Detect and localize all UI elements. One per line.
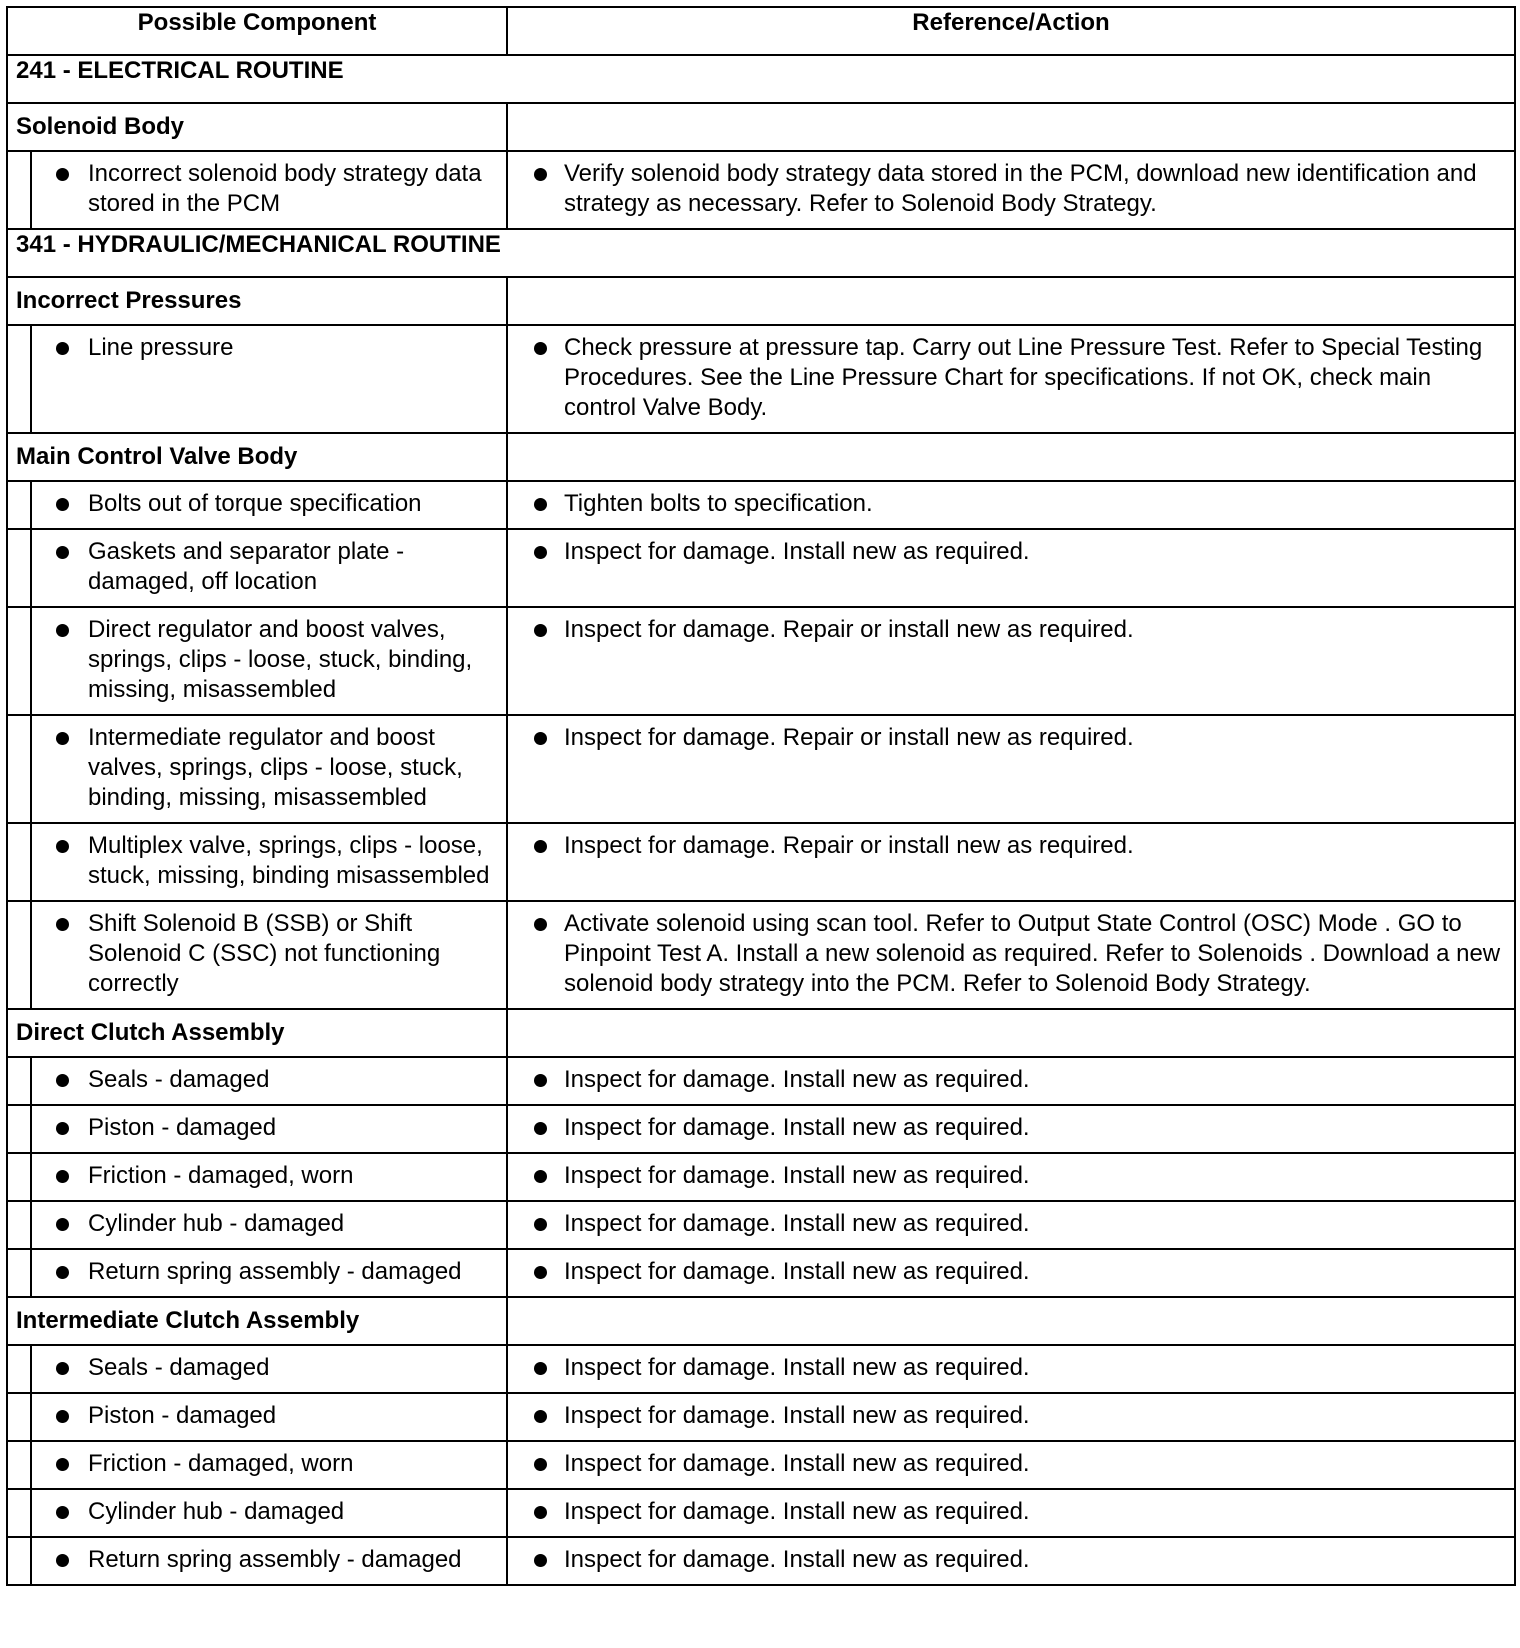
reference-cell — [507, 529, 1515, 607]
table-row — [7, 1201, 1515, 1249]
bullet-icon — [56, 1170, 69, 1183]
component-cell — [31, 151, 507, 229]
indent-cell — [7, 325, 31, 433]
bullet-icon — [56, 1506, 69, 1519]
component-cell — [31, 1201, 507, 1249]
bullet-icon — [56, 1266, 69, 1279]
bullet-icon — [56, 546, 69, 559]
component-cell — [31, 715, 507, 823]
component-text: Return spring assembly - damaged — [88, 1546, 462, 1573]
component-cell — [31, 1537, 507, 1585]
component-bullet-item — [32, 909, 496, 999]
action-bullet-item — [508, 1209, 1504, 1239]
reference-cell — [507, 607, 1515, 715]
action-text: Inspect for damage. Install new as required. — [564, 1546, 1030, 1573]
reference-cell — [507, 901, 1515, 1009]
table-row — [7, 715, 1515, 823]
action-bullet-item — [508, 1497, 1504, 1527]
table-row — [7, 1249, 1515, 1297]
table-row — [7, 1345, 1515, 1393]
component-text: Gaskets and separator plate - damaged, off location — [88, 538, 405, 595]
section-row — [7, 229, 1515, 277]
bullet-icon — [534, 1122, 547, 1135]
component-bullet-item — [32, 1353, 496, 1383]
action-bullet-item — [508, 1065, 1504, 1095]
indent-cell — [7, 481, 31, 529]
component-bullet-item — [32, 1209, 496, 1239]
bullet-icon — [534, 1506, 547, 1519]
header-possible-component: Possible Component — [7, 7, 507, 55]
reference-cell — [507, 1393, 1515, 1441]
bullet-icon — [534, 1170, 547, 1183]
action-bullet-item — [508, 1161, 1504, 1191]
bullet-icon — [56, 1074, 69, 1087]
bullet-icon — [534, 498, 547, 511]
component-bullet-item — [32, 159, 496, 219]
bullet-icon — [56, 1362, 69, 1375]
reference-cell — [507, 1201, 1515, 1249]
reference-cell — [507, 715, 1515, 823]
table-row — [7, 1393, 1515, 1441]
bullet-icon — [56, 732, 69, 745]
table-row — [7, 1441, 1515, 1489]
group-name: Main Control Valve Body — [7, 433, 507, 481]
action-bullet-item — [508, 159, 1504, 219]
group-reference-empty — [507, 1297, 1515, 1345]
component-text: Seals - damaged — [88, 1066, 270, 1093]
action-bullet-item — [508, 909, 1504, 999]
indent-cell — [7, 715, 31, 823]
reference-cell — [507, 1057, 1515, 1105]
group-reference-empty — [507, 277, 1515, 325]
action-text: Inspect for damage. Install new as required. — [564, 1114, 1030, 1141]
table-row — [7, 481, 1515, 529]
bullet-icon — [56, 840, 69, 853]
action-bullet-item — [508, 489, 1504, 519]
bullet-icon — [534, 342, 547, 355]
table-row — [7, 1057, 1515, 1105]
component-text: Friction - damaged, worn — [88, 1162, 354, 1189]
bullet-icon — [56, 1458, 69, 1471]
bullet-icon — [534, 1410, 547, 1423]
indent-cell — [7, 1537, 31, 1585]
component-bullet-item — [32, 1257, 496, 1287]
action-text: Inspect for damage. Install new as required. — [564, 1210, 1030, 1237]
component-bullet-item — [32, 1065, 496, 1095]
indent-cell — [7, 1201, 31, 1249]
bullet-icon — [56, 918, 69, 931]
bullet-icon — [534, 1218, 547, 1231]
table-row — [7, 1489, 1515, 1537]
reference-cell — [507, 1489, 1515, 1537]
component-cell — [31, 325, 507, 433]
indent-cell — [7, 901, 31, 1009]
action-text: Verify solenoid body strategy data stored in the PCM, download new identification and strategy as necessary. Refer to Solenoid Body Strategy. — [564, 160, 1477, 217]
action-bullet-item — [508, 615, 1504, 645]
indent-cell — [7, 529, 31, 607]
bullet-icon — [56, 1122, 69, 1135]
reference-cell — [507, 1249, 1515, 1297]
component-text: Intermediate regulator and boost valves, springs, clips - loose, stuck, binding, missing, misassembled — [88, 724, 463, 811]
component-cell — [31, 529, 507, 607]
component-cell — [31, 1105, 507, 1153]
action-text: Inspect for damage. Install new as required. — [564, 1162, 1030, 1189]
reference-cell — [507, 151, 1515, 229]
component-bullet-item — [32, 537, 496, 597]
bullet-icon — [56, 1554, 69, 1567]
component-cell — [31, 901, 507, 1009]
component-text: Cylinder hub - damaged — [88, 1498, 345, 1525]
indent-cell — [7, 1393, 31, 1441]
action-bullet-item — [508, 1353, 1504, 1383]
component-cell — [31, 1345, 507, 1393]
bullet-icon — [56, 624, 69, 637]
action-text: Inspect for damage. Install new as required. — [564, 1498, 1030, 1525]
bullet-icon — [534, 546, 547, 559]
component-text: Multiplex valve, springs, clips - loose, stuck, missing, binding misassembled — [88, 832, 490, 889]
group-reference-empty — [507, 103, 1515, 151]
component-text: Shift Solenoid B (SSB) or Shift Solenoid C (SSC) not functioning correctly — [88, 910, 441, 997]
reference-cell — [507, 325, 1515, 433]
table-body — [7, 55, 1515, 1585]
action-bullet-item — [508, 1257, 1504, 1287]
group-name: Solenoid Body — [7, 103, 507, 151]
table-row — [7, 529, 1515, 607]
action-bullet-item — [508, 537, 1504, 567]
section-title: 341 - HYDRAULIC/MECHANICAL ROUTINE — [7, 229, 1515, 277]
action-text: Inspect for damage. Install new as required. — [564, 1450, 1030, 1477]
table-row — [7, 151, 1515, 229]
section-row — [7, 55, 1515, 103]
action-text: Tighten bolts to specification. — [564, 490, 873, 517]
component-cell — [31, 1249, 507, 1297]
group-row-incorrect-pressures — [7, 277, 1515, 325]
header-row — [7, 7, 1515, 55]
table-row — [7, 1153, 1515, 1201]
indent-cell — [7, 151, 31, 229]
reference-cell — [507, 1441, 1515, 1489]
action-bullet-item — [508, 1401, 1504, 1431]
component-text: Incorrect solenoid body strategy data stored in the PCM — [88, 160, 482, 217]
bullet-icon — [534, 624, 547, 637]
reference-cell — [507, 1537, 1515, 1585]
bullet-icon — [534, 1458, 547, 1471]
reference-cell — [507, 1153, 1515, 1201]
component-bullet-item — [32, 489, 496, 519]
action-text: Check pressure at pressure tap. Carry out Line Pressure Test. Refer to Special Testing Procedures. See the Line Pressure Chart for specifications. If not OK, check main control Valve Body. — [564, 334, 1483, 421]
reference-cell — [507, 1345, 1515, 1393]
component-text: Piston - damaged — [88, 1114, 277, 1141]
action-bullet-item — [508, 723, 1504, 753]
action-bullet-item — [508, 831, 1504, 861]
section-title: 241 - ELECTRICAL ROUTINE — [7, 55, 1515, 103]
group-row-intermediate-clutch-assembly — [7, 1297, 1515, 1345]
indent-cell — [7, 607, 31, 715]
action-bullet-item — [508, 1113, 1504, 1143]
group-row-main-control-valve-body — [7, 433, 1515, 481]
component-text: Piston - damaged — [88, 1402, 277, 1429]
component-text: Cylinder hub - damaged — [88, 1210, 345, 1237]
bullet-icon — [56, 498, 69, 511]
action-text: Inspect for damage. Install new as required. — [564, 1066, 1030, 1093]
action-text: Inspect for damage. Repair or install new as required. — [564, 832, 1134, 859]
action-text: Activate solenoid using scan tool. Refer to Output State Control (OSC) Mode . GO to Pinpoint Test A. Install a new solenoid as required. Refer to Solenoids . Download a new solenoid body strategy into the PCM. Refer to Solenoid Body Strategy. — [564, 910, 1501, 997]
component-bullet-item — [32, 831, 496, 891]
bullet-icon — [534, 168, 547, 181]
reference-cell — [507, 481, 1515, 529]
indent-cell — [7, 1441, 31, 1489]
group-reference-empty — [507, 1009, 1515, 1057]
bullet-icon — [534, 1266, 547, 1279]
table-row — [7, 823, 1515, 901]
action-text: Inspect for damage. Install new as required. — [564, 538, 1030, 565]
indent-cell — [7, 1105, 31, 1153]
diagnostic-table — [6, 6, 1516, 1586]
bullet-icon — [534, 918, 547, 931]
component-text: Direct regulator and boost valves, springs, clips - loose, stuck, binding, missing, misassembled — [88, 616, 473, 703]
bullet-icon — [534, 732, 547, 745]
bullet-icon — [534, 1074, 547, 1087]
indent-cell — [7, 1489, 31, 1537]
component-text: Friction - damaged, worn — [88, 1450, 354, 1477]
bullet-icon — [534, 1554, 547, 1567]
action-bullet-item — [508, 1545, 1504, 1575]
action-text: Inspect for damage. Repair or install new as required. — [564, 724, 1134, 751]
component-bullet-item — [32, 1161, 496, 1191]
action-text: Inspect for damage. Install new as required. — [564, 1258, 1030, 1285]
component-cell — [31, 1153, 507, 1201]
component-cell — [31, 823, 507, 901]
group-name: Incorrect Pressures — [7, 277, 507, 325]
component-cell — [31, 1441, 507, 1489]
action-text: Inspect for damage. Install new as required. — [564, 1354, 1030, 1381]
action-bullet-item — [508, 333, 1504, 423]
group-row-direct-clutch-assembly — [7, 1009, 1515, 1057]
group-name: Direct Clutch Assembly — [7, 1009, 507, 1057]
component-text: Return spring assembly - damaged — [88, 1258, 462, 1285]
reference-cell — [507, 1105, 1515, 1153]
bullet-icon — [56, 342, 69, 355]
component-text: Seals - damaged — [88, 1354, 270, 1381]
component-cell — [31, 1393, 507, 1441]
component-bullet-item — [32, 1401, 496, 1431]
component-bullet-item — [32, 1449, 496, 1479]
action-text: Inspect for damage. Repair or install new as required. — [564, 616, 1134, 643]
bullet-icon — [56, 168, 69, 181]
component-cell — [31, 1057, 507, 1105]
indent-cell — [7, 823, 31, 901]
component-cell — [31, 1489, 507, 1537]
bullet-icon — [56, 1410, 69, 1423]
component-bullet-item — [32, 333, 496, 363]
table-row — [7, 901, 1515, 1009]
group-name: Intermediate Clutch Assembly — [7, 1297, 507, 1345]
bullet-icon — [534, 840, 547, 853]
table-row — [7, 325, 1515, 433]
component-text: Line pressure — [88, 334, 234, 361]
indent-cell — [7, 1345, 31, 1393]
component-bullet-item — [32, 615, 496, 705]
indent-cell — [7, 1057, 31, 1105]
component-cell — [31, 607, 507, 715]
component-cell — [31, 481, 507, 529]
header-reference-action: Reference/Action — [507, 7, 1515, 55]
table-row — [7, 607, 1515, 715]
component-bullet-item — [32, 1497, 496, 1527]
component-text: Bolts out of torque specification — [88, 490, 422, 517]
action-text: Inspect for damage. Install new as required. — [564, 1402, 1030, 1429]
action-bullet-item — [508, 1449, 1504, 1479]
group-reference-empty — [507, 433, 1515, 481]
bullet-icon — [56, 1218, 69, 1231]
component-bullet-item — [32, 1113, 496, 1143]
bullet-icon — [534, 1362, 547, 1375]
indent-cell — [7, 1153, 31, 1201]
table-row — [7, 1537, 1515, 1585]
component-bullet-item — [32, 723, 496, 813]
indent-cell — [7, 1249, 31, 1297]
reference-cell — [507, 823, 1515, 901]
group-row-solenoid-body — [7, 103, 1515, 151]
table-row — [7, 1105, 1515, 1153]
component-bullet-item — [32, 1545, 496, 1575]
